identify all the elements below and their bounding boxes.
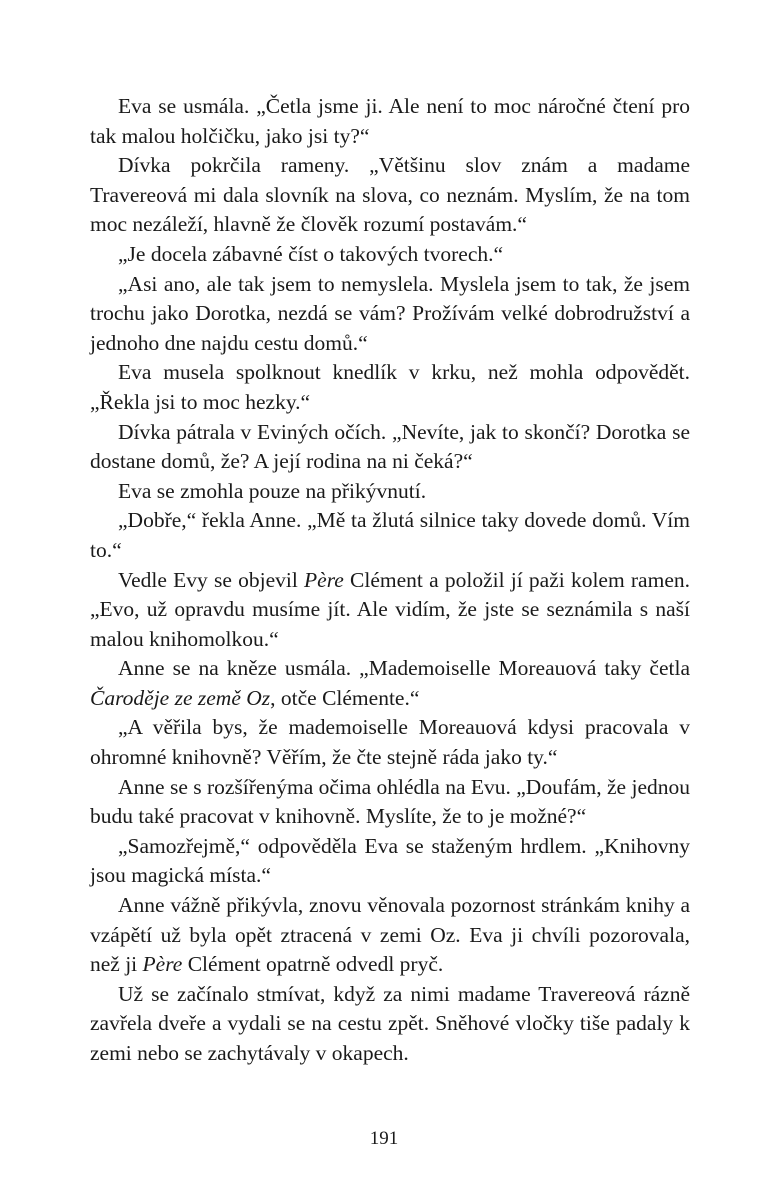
paragraph (90, 832, 690, 891)
italic-text: Père (304, 567, 344, 592)
text-run: „Dobře,“ řekla Anne. „Mě ta žlutá silnice taky dovede domů. Vím to.“ (90, 508, 690, 562)
paragraph (90, 506, 690, 565)
paragraph (90, 151, 690, 240)
paragraph (90, 358, 690, 417)
text-run: Anne se na kněze usmála. „Mademoiselle Moreauová taky četla (118, 656, 690, 681)
paragraph (90, 891, 690, 980)
text-run: Dívka pokrčila rameny. „Většinu slov znám a madame Travereová mi dala slovník na slova, co neznám. Myslím, že na tom moc nezáleží, hlavně že člověk rozumí postavám.“ (90, 153, 690, 237)
paragraph (90, 418, 690, 477)
page-number: 191 (369, 1128, 399, 1149)
text-run: , otče Clémente.“ (270, 685, 420, 710)
paragraph (90, 270, 690, 359)
text-run: Clément opatrně odvedl pryč. (182, 952, 444, 977)
text-run: Clément a položil jí paži kolem ramen. „Evo, už opravdu musíme jít. Ale vidím, že jste se seznámila s naší malou knihomolkou.“ (90, 567, 690, 651)
text-run: Dívka pátrala v Eviných očích. „Nevíte, jak to skončí? Dorotka se dostane domů, že? A její rodina na ni čeká?“ (90, 419, 690, 474)
paragraph (90, 713, 690, 772)
text-run: „A věřila bys, že mademoiselle Moreauová kdysi pracovala v ohromné knihovně? Věřím, že čte stejně ráda jako ty.“ (90, 715, 690, 770)
paragraph (90, 773, 690, 832)
text-run: Eva se zmohla pouze na přikývnutí. (118, 478, 427, 503)
paragraph (90, 566, 690, 655)
text-run: Anne vážně přikývla, znovu věnovala pozornost stránkám knihy a vzápětí už byla opět ztracená v zemi Oz. Eva ji chvíli pozorovala, než ji (90, 893, 690, 977)
text-run: „Je docela zábavné číst o takových tvorech.“ (118, 241, 504, 266)
text-run: Vedle Evy se objevil (118, 567, 305, 592)
paragraph (90, 92, 690, 151)
text-run: „Samozřejmě,“ odpověděla Eva se staženým hrdlem. „Knihovny jsou magická místa.“ (90, 833, 690, 888)
italic-text: Čaroděje ze země Oz (90, 685, 271, 710)
paragraph (90, 654, 690, 713)
paragraph (90, 980, 690, 1069)
text-run: Eva se usmála. „Četla jsme ji. Ale není to moc náročné čtení pro tak malou holčičku, jako jsi ty?“ (90, 94, 690, 148)
body-text (90, 92, 690, 1069)
text-run: Anne se s rozšířenýma očima ohlédla na Evu. „Doufám, že jednou budu také pracovat v knihovně. Myslíte, že to je možné?“ (90, 774, 690, 829)
italic-text: Père (142, 952, 183, 977)
text-run: Už se začínalo stmívat, když za nimi madame Travereová rázně zavřela dveře a vydali se na cestu zpět. Sněhové vločky tiše padaly k zemi nebo se zachytávaly v okapech. (90, 981, 690, 1065)
paragraph (90, 477, 690, 507)
text-run: Eva musela spolknout knedlík v krku, než mohla odpovědět. „Řekla jsi to moc hezky.“ (90, 360, 690, 414)
text-run: „Asi ano, ale tak jsem to nemyslela. Myslela jsem to tak, že jsem trochu jako Dorotka, nezdá se vám? Prožívám velké dobrodružství a jednoho dne najdu cestu domů.“ (90, 271, 690, 355)
paragraph (90, 240, 690, 270)
